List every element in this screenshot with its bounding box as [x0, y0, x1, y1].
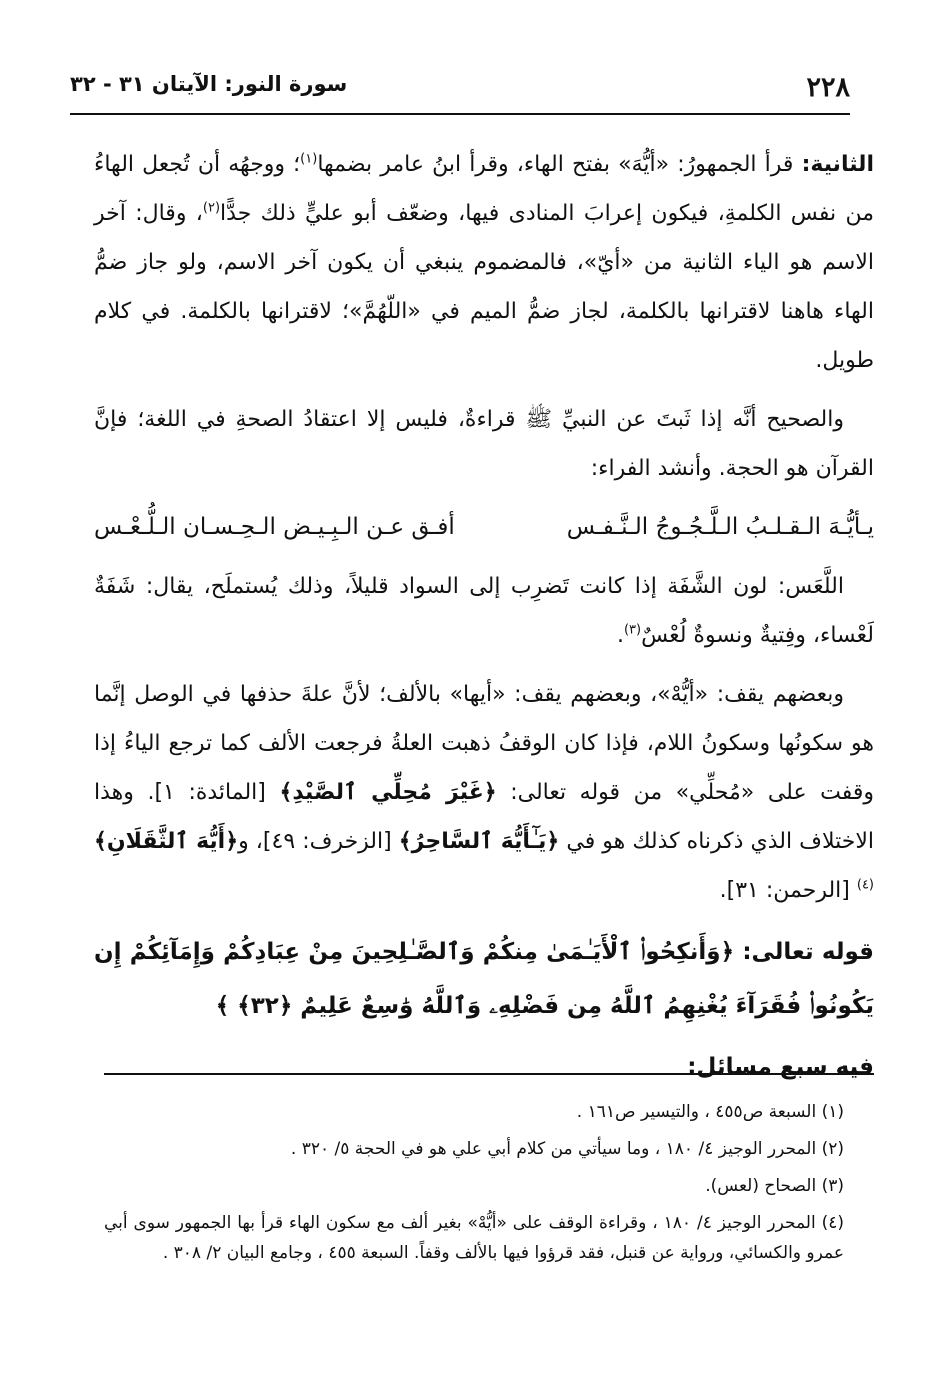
- footnote-number: (٢): [821, 1139, 844, 1159]
- footnotes: [104, 1097, 844, 1275]
- poem-verse: [94, 503, 874, 552]
- footnote-item: [104, 1171, 844, 1201]
- footnote-text: الصحاح (لعس).: [705, 1176, 822, 1196]
- paragraph-pause-reading: [94, 670, 874, 915]
- footnote-text: المحرر الوجيز ٤/ ١٨٠ ، وما سيأتي من كلام أبي علي هو في الحجة ٥/ ٣٢٠ .: [290, 1139, 822, 1159]
- paragraph-lead: الثانية:: [801, 152, 874, 177]
- footnote-ref[interactable]: (٣): [623, 622, 642, 638]
- paragraph-text: . وهذا الاختلاف الذي ذكرناه كذلك هو في: [94, 780, 874, 854]
- footnote-ref[interactable]: (١): [300, 151, 318, 167]
- footnote-ref[interactable]: (٤): [856, 877, 874, 893]
- paragraph-text: اللَّعَس: لون الشَّفَة إذا كانت تَضرِب إلى السواد قليلاً، وذلك يُستملَح، يقال: شَفَةٌ لَعْساء، وفِتيةٌ ونسوةٌ لُعْسٌ: [94, 574, 874, 648]
- footnote-number: (٤): [821, 1213, 845, 1233]
- footnote-item: [104, 1208, 844, 1268]
- footnote-item: [104, 1097, 844, 1127]
- running-title: سورة النور: الآيتان ٣١ - ٣٢: [70, 72, 348, 96]
- paragraph-text: ، و: [238, 829, 263, 854]
- paragraph-end: .: [719, 878, 727, 903]
- footnote-text: السبعة ص٤٥٥ ، والتيسير ص١٦١ .: [576, 1102, 822, 1122]
- footnote-number: (٣): [821, 1176, 844, 1196]
- verse-text: وَأَنكِحُوا۟ ٱلْأَيَـٰمَىٰ مِنكُمْ وَٱلصَّـٰلِحِينَ مِنْ عِبَادِكُمْ وَإِمَآئِكُمْ إِن يَكُونُوا۟ فُقَرَآءَ يُغْنِهِمُ ٱللَّهُ مِن فَضْلِهِۦ وَٱللَّهُ وَٰسِعٌ عَلِيمٌ: [94, 939, 874, 1019]
- surah-reference: [المائدة: ١]: [154, 780, 280, 805]
- surah-reference: [الزخرف: ٤٩]: [262, 829, 399, 854]
- verse-open-bracket: ﴿: [720, 939, 735, 965]
- page-number: ٢٢٨: [806, 72, 850, 103]
- footnote-text: المحرر الوجيز ٤/ ١٨٠ ، وقراءة الوقف على «أيُّهْ» بغير ألف مع سكون الهاء قرأ بها الجمهور سوى أبي عمرو والكسائي، ورواية عن قنبل، فقد قرؤوا فيها بالألف وقفاً. السبعة ٤٥٥ ، وجامع البيان ٢/ ٣٠٨ .: [104, 1213, 844, 1263]
- footnote-divider: [104, 1073, 874, 1075]
- paragraph-end: .: [616, 623, 624, 648]
- main-text: [94, 140, 874, 1102]
- paragraph-laas-definition: [94, 562, 874, 660]
- paragraph-correct-view: والصحيح أنَّه إذا ثَبتَ عن النبيِّ ﷺ قراءةٌ، فليس إلا اعتقادُ الصحةِ في اللغة؛ فإنَّ القرآن هو الحجة. وأنشد الفراء:: [94, 407, 874, 481]
- verse-lead: قوله تعالى:: [734, 939, 874, 965]
- footnote-number: (١): [821, 1102, 844, 1122]
- poem-first-hemistich: يـأيُّـهَ الـقـلـبُ الـلَّـجُـوجُ الـنَّـفـس: [566, 514, 874, 540]
- quran-quote: ﴿أَيُّهَ ٱلثَّقَلَانِ﴾: [94, 829, 239, 854]
- header-divider: [70, 113, 850, 115]
- verse-block: [94, 925, 874, 1033]
- paragraph-text: ، وقال: آخر الاسم هو الياء الثانية من «أيّ»، فالمضموم ينبغي أن يكون آخر الاسم، ولو جاز ضمُّ الهاء هاهنا لاقترانها بالكلمة، لجاز ضمُّ الميم في «اللّهُمَّ»؛ لاقترانها بالكلمة. في كلام طويل.: [94, 201, 874, 373]
- paragraph-second-issue: [94, 140, 874, 385]
- surah-reference: [الرحمن: ٣١]: [726, 878, 857, 903]
- paragraph-text: وبعضهم يقف: «أيُّهْ»، وبعضهم يقف: «أيها» بالألف؛ لأنَّ علةَ حذفها في الوصل إنَّما هو سكونُها وسكونُ اللام، فإذا كان الوقفُ ذهبت العلةُ فرجعت الألف كما ترجع الياءُ إذا وقفت على «مُحلِّي» من قوله تعالى:: [94, 682, 875, 805]
- verse-close-bracket: ﴾: [215, 993, 230, 1019]
- quran-quote: ﴿يَـٰٓأَيُّهَ ٱلسَّاحِرُ﴾: [398, 829, 560, 854]
- page-header: [70, 60, 850, 116]
- footnote-item: [104, 1134, 844, 1164]
- ayah-number-mark: ﴿٣٢﴾: [229, 993, 301, 1019]
- footnote-ref[interactable]: (٢): [202, 200, 221, 216]
- issues-heading: فيه سبع مسائل:: [687, 1054, 874, 1080]
- poem-second-hemistich: أفـق عـن الـبِـيـض الـحِـسـان الـلُّـعْـس: [94, 514, 455, 540]
- quran-quote: ﴿غَيْرَ مُحِلِّي ٱلصَّيْدِ﴾: [279, 780, 497, 805]
- paragraph-text: ؛ ووجهُه أن تُجعل الهاءُ من نفس الكلمةِ، فيكون إعرابَ المنادى فيها، وضعّف أبو عليٍّ ذلك جدًّا: [94, 152, 874, 226]
- paragraph-text: قرأ الجمهورُ: «أيُّهَ» بفتح الهاء، وقرأ ابنُ عامر بضمها: [317, 152, 802, 177]
